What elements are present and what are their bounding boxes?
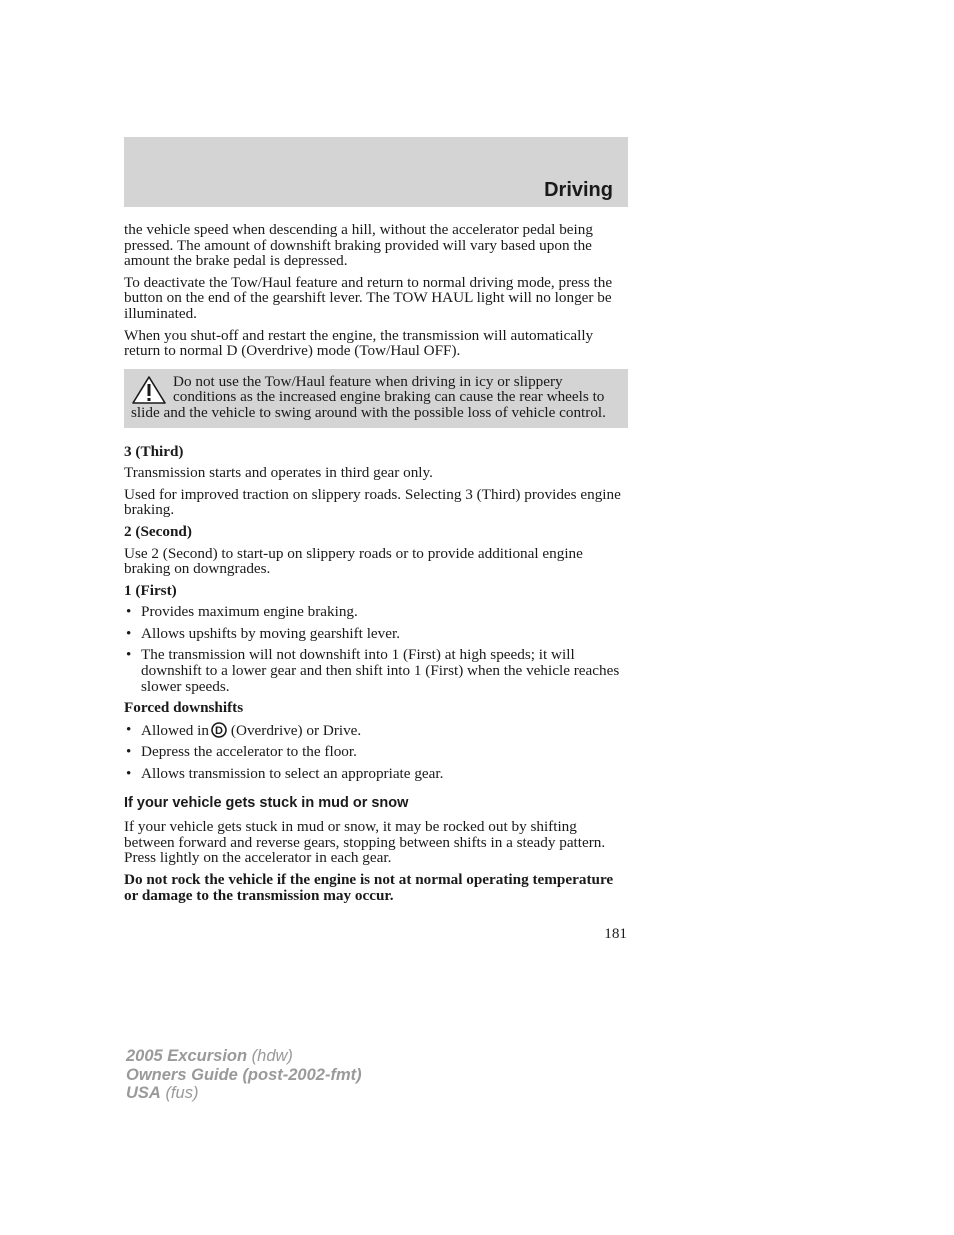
- section-header-band: [124, 137, 628, 207]
- heading-first-gear: 1 (First): [124, 581, 177, 599]
- list-item: [124, 744, 628, 760]
- list-item: [124, 766, 628, 782]
- list-item: [124, 647, 628, 694]
- warning-triangle-icon: [131, 376, 167, 404]
- bullet-marker: •: [126, 743, 132, 761]
- heading-forced-downshifts: Forced downshifts: [124, 699, 244, 717]
- footer-line-2: [126, 1066, 362, 1085]
- footer-market: USA: [126, 1084, 161, 1102]
- paragraph-third-1: Transmission starts and operates in third gear only.: [124, 464, 433, 482]
- page-number: 181: [604, 925, 627, 942]
- paragraph-second-1: Use 2 (Second) to start-up on slippery roads or to provide additional engine braking on downgrades.: [124, 544, 583, 578]
- paragraph-downshift-braking: the vehicle speed when descending a hill, without the accelerator pedal being pressed. The amount of downshift braking provided will vary based upon the amount the brake pedal is depressed.: [124, 221, 593, 270]
- bullet-marker: •: [126, 624, 132, 642]
- paragraph-restart-engine: When you shut-off and restart the engine, the transmission will automatically return to normal D (Overdrive) mode (Tow/Haul OFF).: [124, 326, 594, 360]
- list-item: [124, 722, 628, 739]
- list-item-text: Provides maximum engine braking.: [141, 603, 358, 621]
- list-item-text: Allowed in: [141, 721, 209, 739]
- footer-model-code: (hdw): [251, 1047, 293, 1065]
- footer-line-3: [126, 1084, 362, 1103]
- heading-third-gear: 3 (Third): [124, 442, 184, 460]
- bullet-marker: •: [126, 720, 132, 738]
- bold-warning-rocking: Do not rock the vehicle if the engine is not at normal operating temperature or damage to the transmission may occur.: [124, 871, 614, 904]
- bullet-marker: •: [126, 603, 132, 621]
- paragraph-deactivate-tow-haul: To deactivate the Tow/Haul feature and return to normal driving mode, press the button on the end of the gearshift lever. The TOW HAUL light will no longer be illuminated.: [124, 273, 613, 322]
- paragraph-stuck-rocking: If your vehicle gets stuck in mud or snow, it may be rocked out by shifting between forward and reverse gears, stopping between shifts in a steady pattern. Press lightly on the accelerator in each gear.: [124, 818, 606, 867]
- page-content: [124, 222, 628, 903]
- list-item-text: (Overdrive) or Drive.: [230, 721, 362, 739]
- list-item-text: Depress the accelerator to the floor.: [141, 743, 357, 761]
- list-item: [124, 604, 628, 620]
- forced-downshifts-list: [124, 722, 628, 782]
- footer-line-1: [126, 1047, 362, 1066]
- footer-model: 2005 Excursion: [126, 1047, 248, 1065]
- bullet-marker: •: [126, 646, 132, 664]
- bullet-marker: •: [126, 765, 132, 783]
- first-gear-list: [124, 604, 628, 694]
- warning-box: [124, 369, 628, 428]
- section-title: Driving: [544, 179, 613, 201]
- paragraph-third-2: Used for improved traction on slippery roads. Selecting 3 (Third) provides engine braking.: [124, 485, 621, 519]
- list-item-text: The transmission will not downshift into 1 (First) at high speeds; it will downshift to a lower gear and then shift into 1 (First) when the vehicle reaches slower speeds.: [141, 646, 620, 695]
- footer-guide: Owners Guide (post-2002-fmt): [126, 1065, 362, 1084]
- heading-stuck-in-mud: If your vehicle gets stuck in mud or snow: [124, 794, 409, 811]
- overdrive-d-icon: [211, 722, 227, 738]
- list-item-text: Allows transmission to select an appropriate gear.: [141, 765, 444, 783]
- document-footer: [126, 1047, 362, 1103]
- footer-market-code: (fus): [165, 1084, 199, 1102]
- heading-second-gear: 2 (Second): [124, 522, 192, 540]
- overdrive-d-label: D: [214, 724, 223, 737]
- list-item: [124, 626, 628, 642]
- list-item-text: Allows upshifts by moving gearshift lever.: [141, 624, 401, 642]
- warning-text: Do not use the Tow/Haul feature when driving in icy or slippery conditions as the increased engine braking can cause the rear wheels to slide and the vehicle to swing around with the possible loss of vehicle control.: [131, 372, 606, 421]
